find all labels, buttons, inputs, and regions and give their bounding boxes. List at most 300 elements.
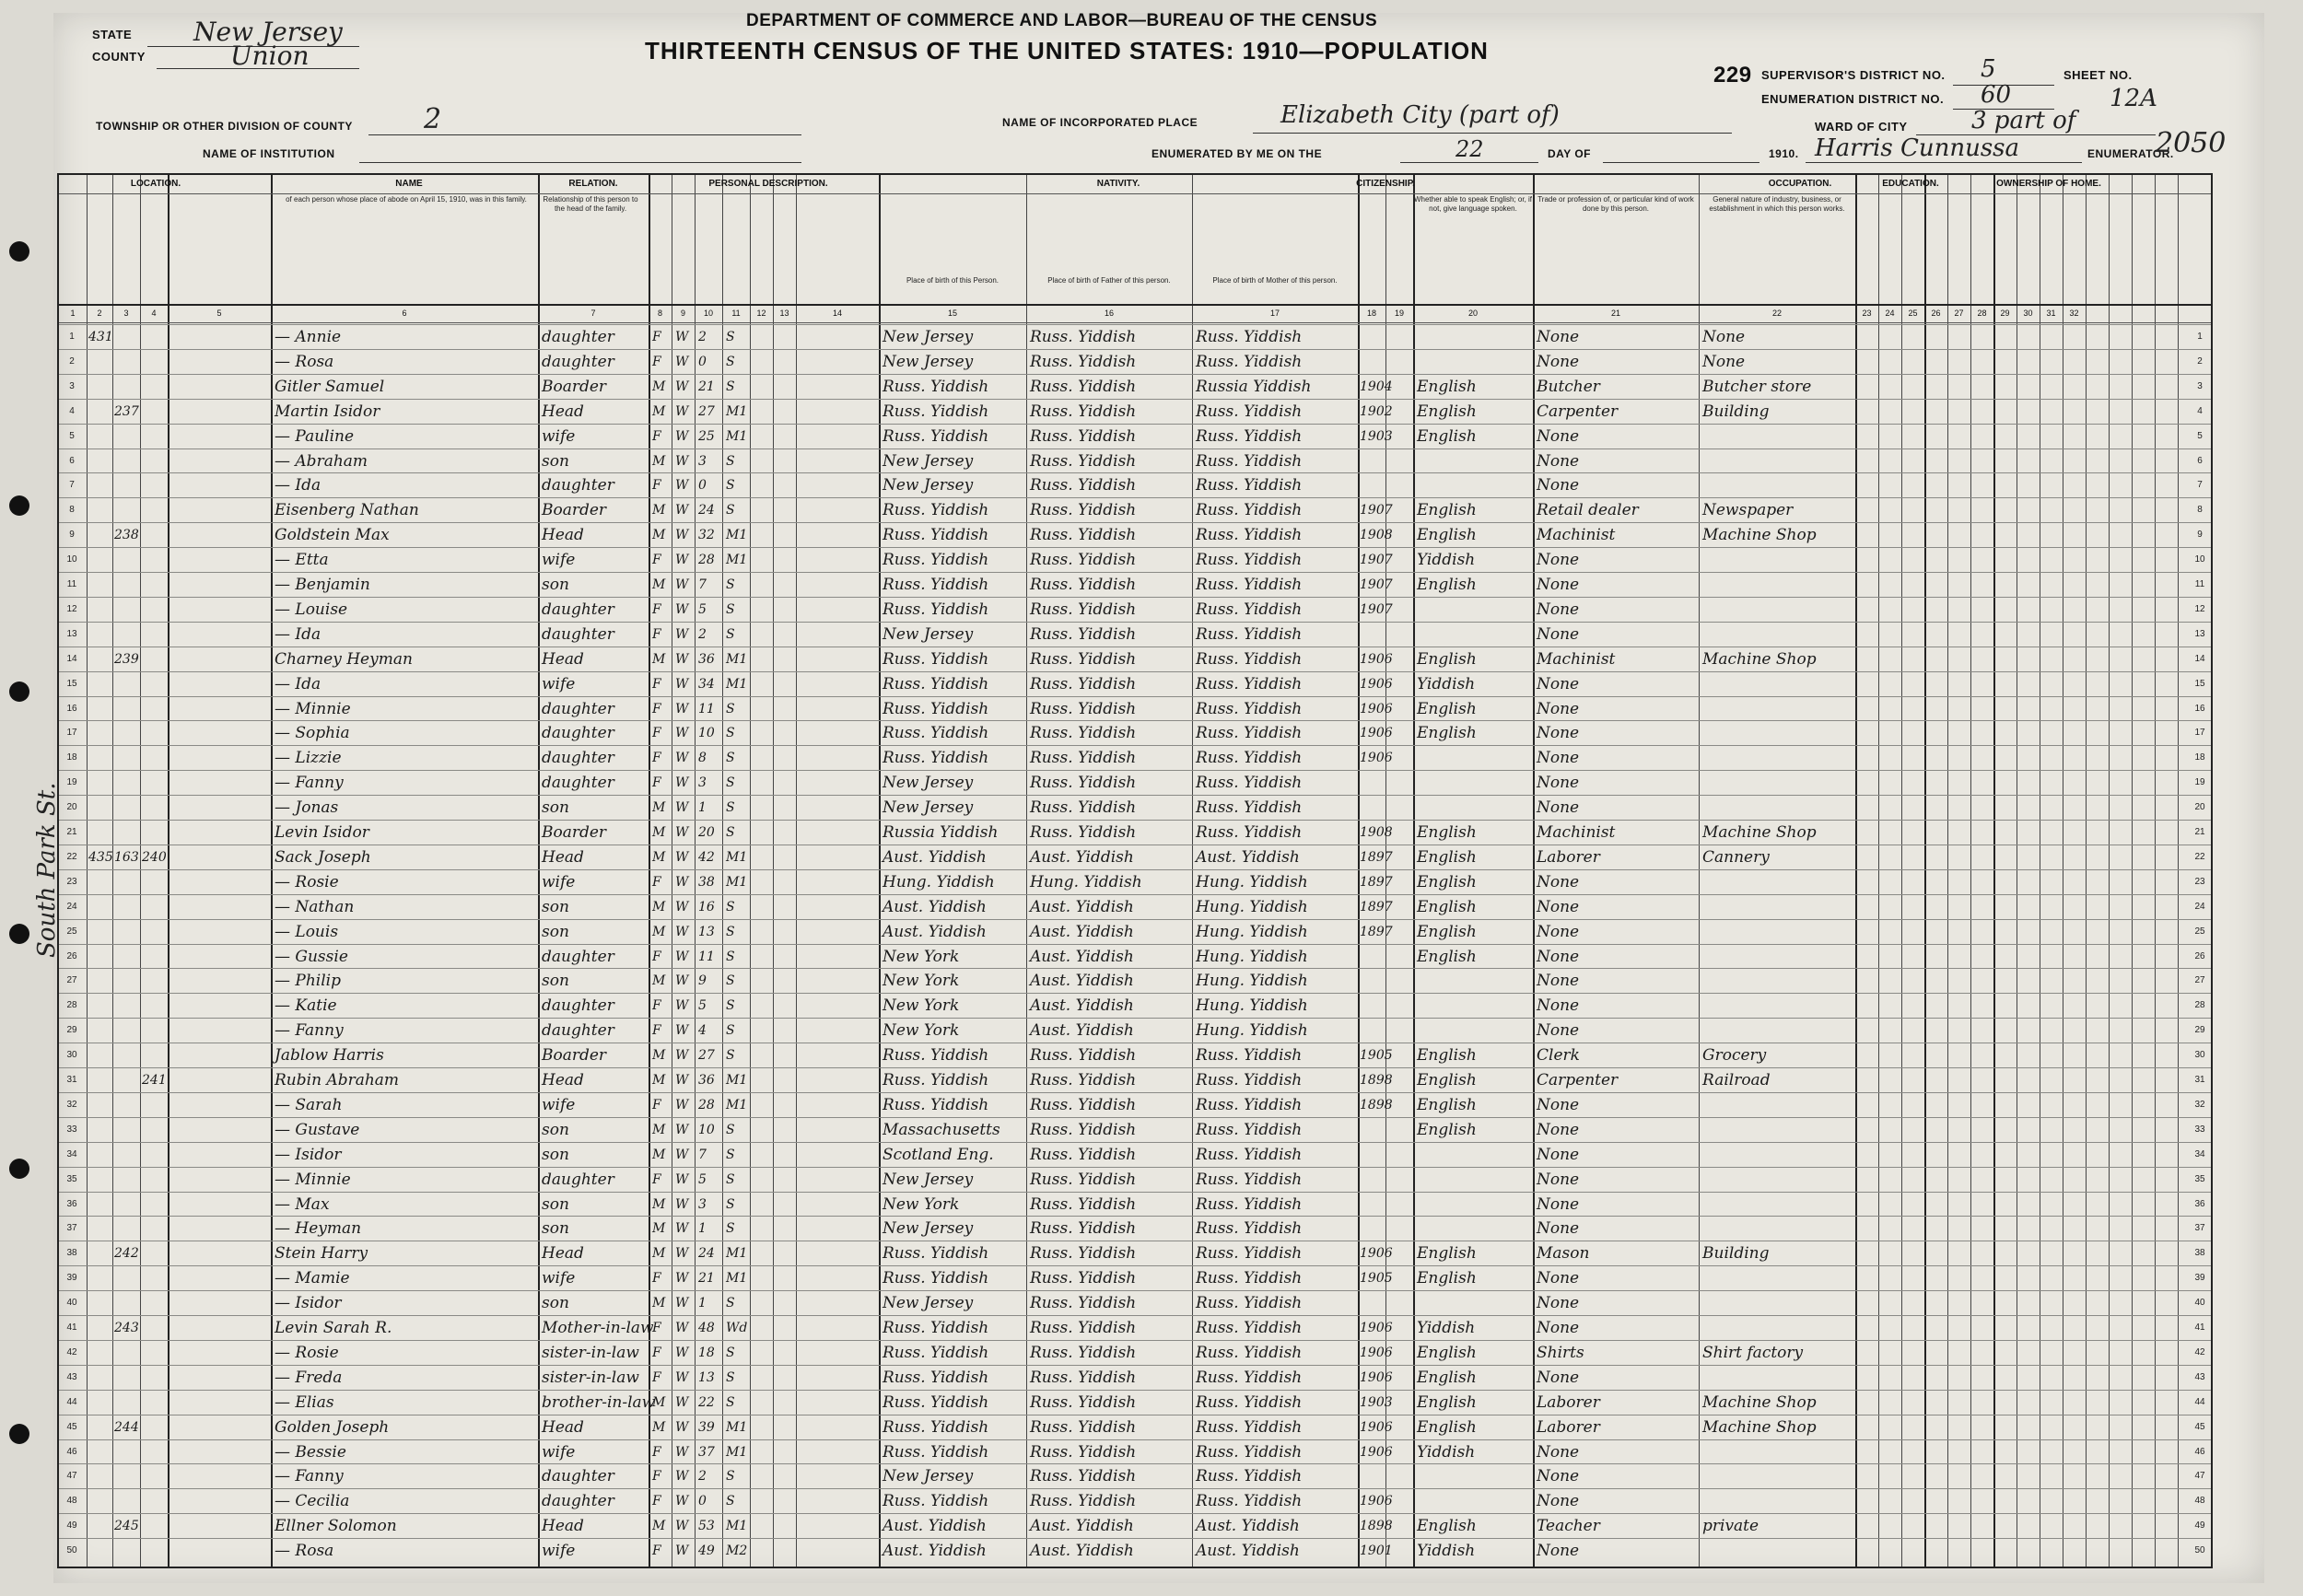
cell-mother: Russ. Yiddish	[1196, 526, 1303, 545]
row-number: 31	[66, 1075, 77, 1085]
cell-race: W	[675, 949, 689, 964]
cell-age: 5	[698, 998, 707, 1014]
cell-imm: 1897	[1360, 849, 1393, 865]
cell-person: Russ. Yiddish	[883, 749, 989, 768]
place-value: Elizabeth City (part of)	[1280, 101, 1560, 129]
cell-name: — Ida	[275, 624, 321, 644]
cell-person: Russ. Yiddish	[883, 1492, 989, 1511]
cell-ms: S	[726, 1394, 735, 1410]
cell-rel: son	[542, 1145, 569, 1164]
row-number: 46	[66, 1446, 77, 1457]
cell-person: Russ. Yiddish	[883, 526, 989, 545]
cell-sex: F	[652, 1544, 661, 1559]
cell-sex: F	[652, 428, 661, 444]
cell-trade: Butcher	[1537, 377, 1600, 396]
cell-race: W	[675, 1544, 689, 1559]
column-number: 10	[703, 309, 713, 318]
row-number: 37	[66, 1223, 77, 1234]
cell-trade: None	[1537, 922, 1580, 941]
row-number-right: 1	[2197, 332, 2203, 342]
row-number: 30	[66, 1050, 77, 1061]
cell-mother: Aust. Yiddish	[1196, 847, 1300, 867]
cell-race: W	[675, 1394, 689, 1410]
table-row	[59, 1092, 2211, 1118]
row-number: 43	[66, 1371, 77, 1382]
cell-person: Aust. Yiddish	[883, 897, 987, 916]
cell-rel: wife	[542, 1442, 576, 1462]
cell-race: W	[675, 1271, 689, 1287]
cell-race: W	[675, 701, 689, 716]
county-value: Union	[230, 41, 310, 71]
row-number-right: 20	[2194, 802, 2205, 813]
cell-age: 13	[698, 924, 715, 939]
cell-ms: S	[726, 626, 735, 642]
row-number-right: 36	[2194, 1198, 2205, 1209]
row-number-right: 28	[2194, 1000, 2205, 1011]
row-number-right: 24	[2194, 901, 2205, 912]
cell-race: W	[675, 800, 689, 816]
cell-age: 36	[698, 651, 715, 667]
row-number: 44	[66, 1396, 77, 1407]
cell-mother: Hung. Yiddish	[1196, 996, 1308, 1016]
cell-ms: M1	[726, 1519, 748, 1534]
day-of-label: DAY OF	[1548, 147, 1592, 160]
column-number: 31	[2046, 309, 2056, 318]
row-number-right: 7	[2197, 480, 2203, 491]
cell-name: — Jonas	[275, 798, 339, 818]
cell-sex: M	[652, 1122, 666, 1137]
row-number: 29	[66, 1025, 77, 1036]
row-number: 11	[66, 579, 77, 589]
cell-person: Scotland Eng.	[883, 1145, 994, 1164]
row-number-right: 46	[2194, 1446, 2205, 1457]
cell-person: Russ. Yiddish	[883, 674, 989, 693]
cell-age: 5	[698, 601, 707, 617]
cell-mother: Russ. Yiddish	[1196, 1046, 1303, 1066]
cell-ms: S	[726, 601, 735, 617]
cell-person: Russ. Yiddish	[883, 1244, 989, 1264]
cell-mother: Hung. Yiddish	[1196, 972, 1308, 991]
table-row	[59, 1390, 2211, 1415]
cell-rel: daughter	[542, 624, 614, 644]
cell-father: Russ. Yiddish	[1030, 1120, 1137, 1139]
cell-lang: English	[1417, 426, 1477, 446]
punch-hole	[9, 682, 29, 702]
row-number-right: 39	[2194, 1273, 2205, 1284]
table-row	[59, 1513, 2211, 1539]
column-number: 27	[1954, 309, 1964, 318]
cell-imm: 1906	[1360, 726, 1393, 741]
colhead-birth-father: Place of birth of Father of this person.	[1047, 276, 1171, 285]
cell-father: Russ. Yiddish	[1030, 600, 1137, 619]
table-row	[59, 1463, 2211, 1489]
cell-rel: daughter	[542, 996, 614, 1016]
cell-imm: 1908	[1360, 528, 1393, 543]
column-number: 24	[1885, 309, 1895, 318]
cell-name: — Minnie	[275, 699, 351, 718]
row-number: 19	[66, 777, 77, 788]
cell-trade: None	[1537, 1170, 1580, 1189]
row-number: 13	[66, 628, 77, 639]
table-row	[59, 1043, 2211, 1068]
cell-ms: S	[726, 379, 735, 394]
cell-name: Goldstein Max	[275, 526, 390, 545]
ward-label: WARD OF CITY	[1815, 120, 1908, 134]
cell-name: Ellner Solomon	[275, 1517, 397, 1536]
cell-race: W	[675, 478, 689, 494]
cell-rel: daughter	[542, 699, 614, 718]
cell-ms: M1	[726, 651, 748, 667]
cell-sex: F	[652, 949, 661, 964]
cell-imm: 1905	[1360, 1048, 1393, 1064]
cell-trade: None	[1537, 1219, 1580, 1239]
state-label: STATE	[92, 28, 133, 41]
row-number-right: 44	[2194, 1396, 2205, 1407]
cell-mother: Russ. Yiddish	[1196, 724, 1303, 743]
cell-age: 21	[698, 379, 715, 394]
row-number: 39	[66, 1273, 77, 1284]
row-number-right: 10	[2194, 554, 2205, 565]
cell-imm: 1906	[1360, 1419, 1393, 1435]
cell-person: New Jersey	[883, 476, 974, 495]
row-number-right: 47	[2194, 1471, 2205, 1482]
cell-sex: F	[652, 676, 661, 692]
cell-sex: F	[652, 601, 661, 617]
cell-trade: Mason	[1537, 1244, 1590, 1264]
cell-age: 0	[698, 1494, 707, 1509]
cell-person: Russ. Yiddish	[883, 1392, 989, 1412]
cell-sex: M	[652, 528, 666, 543]
cell-age: 1	[698, 1296, 707, 1311]
row-number: 27	[66, 975, 77, 986]
table-row	[59, 1067, 2211, 1093]
cell-rel: Boarder	[542, 377, 607, 396]
cell-lang: English	[1417, 377, 1477, 396]
cell-race: W	[675, 1321, 689, 1335]
table-row	[59, 399, 2211, 425]
cell-imm: 1898	[1360, 1073, 1393, 1088]
table-row	[59, 449, 2211, 474]
enumerator-label: ENUMERATOR.	[2087, 147, 2174, 160]
table-row	[59, 424, 2211, 449]
enumerated-label: ENUMERATED BY ME ON THE	[1152, 147, 1323, 160]
cell-mother: Russ. Yiddish	[1196, 1194, 1303, 1214]
cell-mother: Russ. Yiddish	[1196, 328, 1303, 346]
cell-sex: M	[652, 849, 666, 865]
row-number-right: 35	[2194, 1173, 2205, 1184]
cell-mother: Russ. Yiddish	[1196, 501, 1303, 520]
cell-age: 25	[698, 428, 715, 444]
cell-name: Rubin Abraham	[275, 1071, 400, 1089]
cell-father: Russ. Yiddish	[1030, 674, 1137, 693]
cell-ms: S	[726, 1122, 735, 1137]
cell-mother: Russ. Yiddish	[1196, 551, 1303, 570]
cell-sex: M	[652, 577, 666, 592]
cell-name: Jablow Harris	[275, 1046, 384, 1066]
row-number-right: 31	[2194, 1075, 2205, 1085]
cell-age: 32	[698, 528, 715, 543]
cell-rel: daughter	[542, 1021, 614, 1041]
enumerated-day-line	[1400, 162, 1538, 163]
column-number: 26	[1931, 309, 1941, 318]
county-label: COUNTY	[92, 50, 146, 64]
cell-ms: M1	[726, 528, 748, 543]
cell-mother: Russ. Yiddish	[1196, 1442, 1303, 1462]
cell-race: W	[675, 874, 689, 890]
cell-mother: Russ. Yiddish	[1196, 600, 1303, 619]
cell-sex: F	[652, 1369, 661, 1385]
row-number-right: 16	[2194, 703, 2205, 714]
cell-trade: None	[1537, 749, 1580, 768]
column-number: 28	[1977, 309, 1987, 318]
row-number: 12	[66, 603, 77, 614]
cell-name: — Fanny	[275, 774, 344, 793]
table-row	[59, 720, 2211, 746]
cell-ms: S	[726, 998, 735, 1014]
cell-person: New York	[883, 996, 960, 1016]
cell-industry: Machine Shop	[1702, 823, 1817, 842]
cell-name: Golden Joseph	[275, 1417, 390, 1437]
cell-sex: F	[652, 874, 661, 890]
cell-industry: Grocery	[1702, 1046, 1767, 1066]
cell-name: — Isidor	[275, 1294, 342, 1313]
cell-race: W	[675, 379, 689, 394]
cell-trade: None	[1537, 1294, 1580, 1313]
cell-person: New York	[883, 947, 960, 966]
cell-imm: 1906	[1360, 1321, 1393, 1335]
cell-rel: son	[542, 1194, 569, 1214]
cell-mother: Russ. Yiddish	[1196, 1071, 1303, 1089]
cell-trade: Machinist	[1537, 526, 1616, 545]
cell-trade: None	[1537, 600, 1580, 619]
cell-ms: M1	[726, 428, 748, 444]
cell-ms: S	[726, 354, 735, 369]
cell-age: 53	[698, 1519, 715, 1534]
cell-age: 27	[698, 403, 715, 419]
cell-name: — Fanny	[275, 1021, 344, 1041]
cell-house: 163	[114, 849, 139, 865]
row-number-right: 6	[2197, 455, 2203, 466]
cell-person: New Jersey	[883, 451, 974, 471]
table-row	[59, 919, 2211, 945]
group-location: LOCATION.	[130, 179, 181, 189]
cell-lang: English	[1417, 1071, 1477, 1089]
cell-sex: F	[652, 354, 661, 369]
header-divider	[59, 304, 2211, 306]
row-number-right: 50	[2194, 1545, 2205, 1556]
cell-father: Russ. Yiddish	[1030, 649, 1137, 669]
cell-imm: 1907	[1360, 577, 1393, 592]
cell-person: New York	[883, 972, 960, 991]
cell-age: 28	[698, 553, 715, 568]
cell-age: 42	[698, 849, 715, 865]
column-number: 25	[1908, 309, 1918, 318]
cell-race: W	[675, 775, 689, 791]
cell-rel: Head	[542, 1417, 584, 1437]
cell-age: 49	[698, 1544, 715, 1559]
cell-person: Aust. Yiddish	[883, 1517, 987, 1536]
row-number-right: 49	[2194, 1520, 2205, 1532]
cell-person: Russ. Yiddish	[883, 1071, 989, 1089]
row-number: 16	[66, 703, 77, 714]
cell-trade: None	[1537, 1467, 1580, 1486]
cell-trade: None	[1537, 724, 1580, 743]
cell-lang: English	[1417, 1120, 1477, 1139]
supervisor-value: 5	[1981, 55, 1996, 83]
cell-name: — Louise	[275, 600, 348, 619]
cell-name: — Philip	[275, 972, 341, 991]
cell-mother: Russ. Yiddish	[1196, 1492, 1303, 1511]
cell-lang: English	[1417, 576, 1477, 594]
cell-sex: M	[652, 1519, 666, 1534]
cell-name: Levin Sarah R.	[275, 1319, 392, 1337]
cell-race: W	[675, 1097, 689, 1113]
cell-rel: Head	[542, 1517, 584, 1536]
cell-imm: 1906	[1360, 651, 1393, 667]
cell-father: Aust. Yiddish	[1030, 922, 1134, 941]
column-number: 5	[216, 309, 222, 318]
cell-father: Russ. Yiddish	[1030, 1368, 1137, 1387]
column-number: 23	[1862, 309, 1872, 318]
page-number: 229	[1713, 63, 1752, 87]
township-label: TOWNSHIP OR OTHER DIVISION OF COUNTY	[96, 120, 353, 133]
cell-sex: F	[652, 1469, 661, 1485]
row-number-right: 11	[2194, 579, 2205, 589]
enumeration-district-label: ENUMERATION DISTRICT NO.	[1761, 92, 1945, 106]
group-divider	[59, 193, 2211, 194]
supervisor-label: SUPERVISOR'S DISTRICT NO.	[1761, 68, 1946, 82]
cell-name: — Isidor	[275, 1145, 342, 1164]
cell-father: Russ. Yiddish	[1030, 1269, 1137, 1288]
row-number: 49	[66, 1520, 77, 1532]
cell-trade: None	[1537, 576, 1580, 594]
cell-industry: None	[1702, 328, 1746, 346]
cell-rel: sister-in-law	[542, 1368, 639, 1387]
punch-hole	[9, 495, 29, 516]
cell-race: W	[675, 1519, 689, 1534]
cell-father: Russ. Yiddish	[1030, 1294, 1137, 1313]
cell-person: Hung. Yiddish	[883, 872, 995, 891]
cell-father: Russ. Yiddish	[1030, 501, 1137, 520]
cell-sex: M	[652, 825, 666, 840]
row-number-right: 15	[2194, 678, 2205, 689]
cell-age: 36	[698, 1073, 715, 1088]
cell-industry: private	[1702, 1517, 1759, 1536]
cell-race: W	[675, 1196, 689, 1212]
cell-name: — Heyman	[275, 1219, 362, 1239]
cell-name: — Mamie	[275, 1269, 350, 1288]
cell-father: Russ. Yiddish	[1030, 1392, 1137, 1412]
cell-rel: son	[542, 897, 569, 916]
cell-race: W	[675, 1073, 689, 1088]
cell-lang: English	[1417, 947, 1477, 966]
cell-father: Russ. Yiddish	[1030, 1145, 1137, 1164]
table-row	[59, 944, 2211, 970]
cell-lang: Yiddish	[1417, 674, 1476, 693]
cell-lang: English	[1417, 1392, 1477, 1412]
cell-ms: S	[726, 949, 735, 964]
cell-rel: daughter	[542, 774, 614, 793]
cell-sex: F	[652, 998, 661, 1014]
cell-father: Russ. Yiddish	[1030, 352, 1137, 371]
cell-name: — Gussie	[275, 947, 348, 966]
cell-imm: 1906	[1360, 1246, 1393, 1262]
cell-ms: S	[726, 775, 735, 791]
cell-person: Russ. Yiddish	[883, 1442, 989, 1462]
cell-age: 11	[698, 701, 715, 716]
cell-age: 27	[698, 1048, 715, 1064]
cell-name: — Freda	[275, 1368, 343, 1387]
institution-label: NAME OF INSTITUTION	[203, 147, 335, 160]
cell-rel: daughter	[542, 352, 614, 371]
punch-hole	[9, 1424, 29, 1444]
county-line	[157, 68, 359, 69]
row-number: 7	[69, 480, 75, 491]
column-number: 22	[1771, 309, 1782, 318]
cell-mother: Hung. Yiddish	[1196, 1021, 1308, 1041]
cell-lang: Yiddish	[1417, 1442, 1476, 1462]
cell-mother: Russ. Yiddish	[1196, 1170, 1303, 1189]
row-number-right: 40	[2194, 1298, 2205, 1309]
cell-mother: Russ. Yiddish	[1196, 451, 1303, 471]
cell-rel: son	[542, 576, 569, 594]
cell-person: New Jersey	[883, 1467, 974, 1486]
cell-age: 2	[698, 626, 707, 642]
cell-rel: Head	[542, 1244, 584, 1264]
cell-rel: son	[542, 451, 569, 471]
cell-imm: 1906	[1360, 1444, 1393, 1460]
cell-lang: English	[1417, 699, 1477, 718]
row-number: 1	[69, 332, 75, 342]
cell-age: 20	[698, 825, 715, 840]
cell-lang: English	[1417, 526, 1477, 545]
cell-ms: S	[726, 503, 735, 518]
cell-lang: Yiddish	[1417, 1319, 1476, 1337]
cell-father: Russ. Yiddish	[1030, 699, 1137, 718]
cell-trade: None	[1537, 1095, 1580, 1114]
cell-age: 2	[698, 1469, 707, 1485]
row-number: 48	[66, 1496, 77, 1507]
cell-trade: Laborer	[1537, 1417, 1600, 1437]
cell-race: W	[675, 1419, 689, 1435]
row-number-right: 38	[2194, 1248, 2205, 1259]
cell-sex: M	[652, 1073, 666, 1088]
table-row	[59, 1265, 2211, 1291]
cell-ms: S	[726, 726, 735, 741]
cell-trade: None	[1537, 1269, 1580, 1288]
table-row	[59, 522, 2211, 548]
cell-mother: Russ. Yiddish	[1196, 476, 1303, 495]
cell-race: W	[675, 1369, 689, 1385]
cell-sex: F	[652, 751, 661, 766]
row-number: 36	[66, 1198, 77, 1209]
cell-trade: None	[1537, 476, 1580, 495]
cell-ms: S	[726, 1023, 735, 1039]
cell-imm: 1904	[1360, 379, 1393, 394]
cell-lang: English	[1417, 1343, 1477, 1362]
cell-trade: Carpenter	[1537, 402, 1619, 421]
cell-trade: None	[1537, 774, 1580, 793]
cell-name: — Sarah	[275, 1095, 343, 1114]
cell-ms: M1	[726, 1444, 748, 1460]
cell-ms: S	[726, 1147, 735, 1162]
cell-person: Russ. Yiddish	[883, 1319, 989, 1337]
cell-ms: M2	[726, 1544, 748, 1559]
row-number-right: 32	[2194, 1099, 2205, 1110]
cell-name: — Max	[275, 1194, 330, 1214]
cell-ms: M1	[726, 553, 748, 568]
cell-father: Russ. Yiddish	[1030, 1442, 1137, 1462]
